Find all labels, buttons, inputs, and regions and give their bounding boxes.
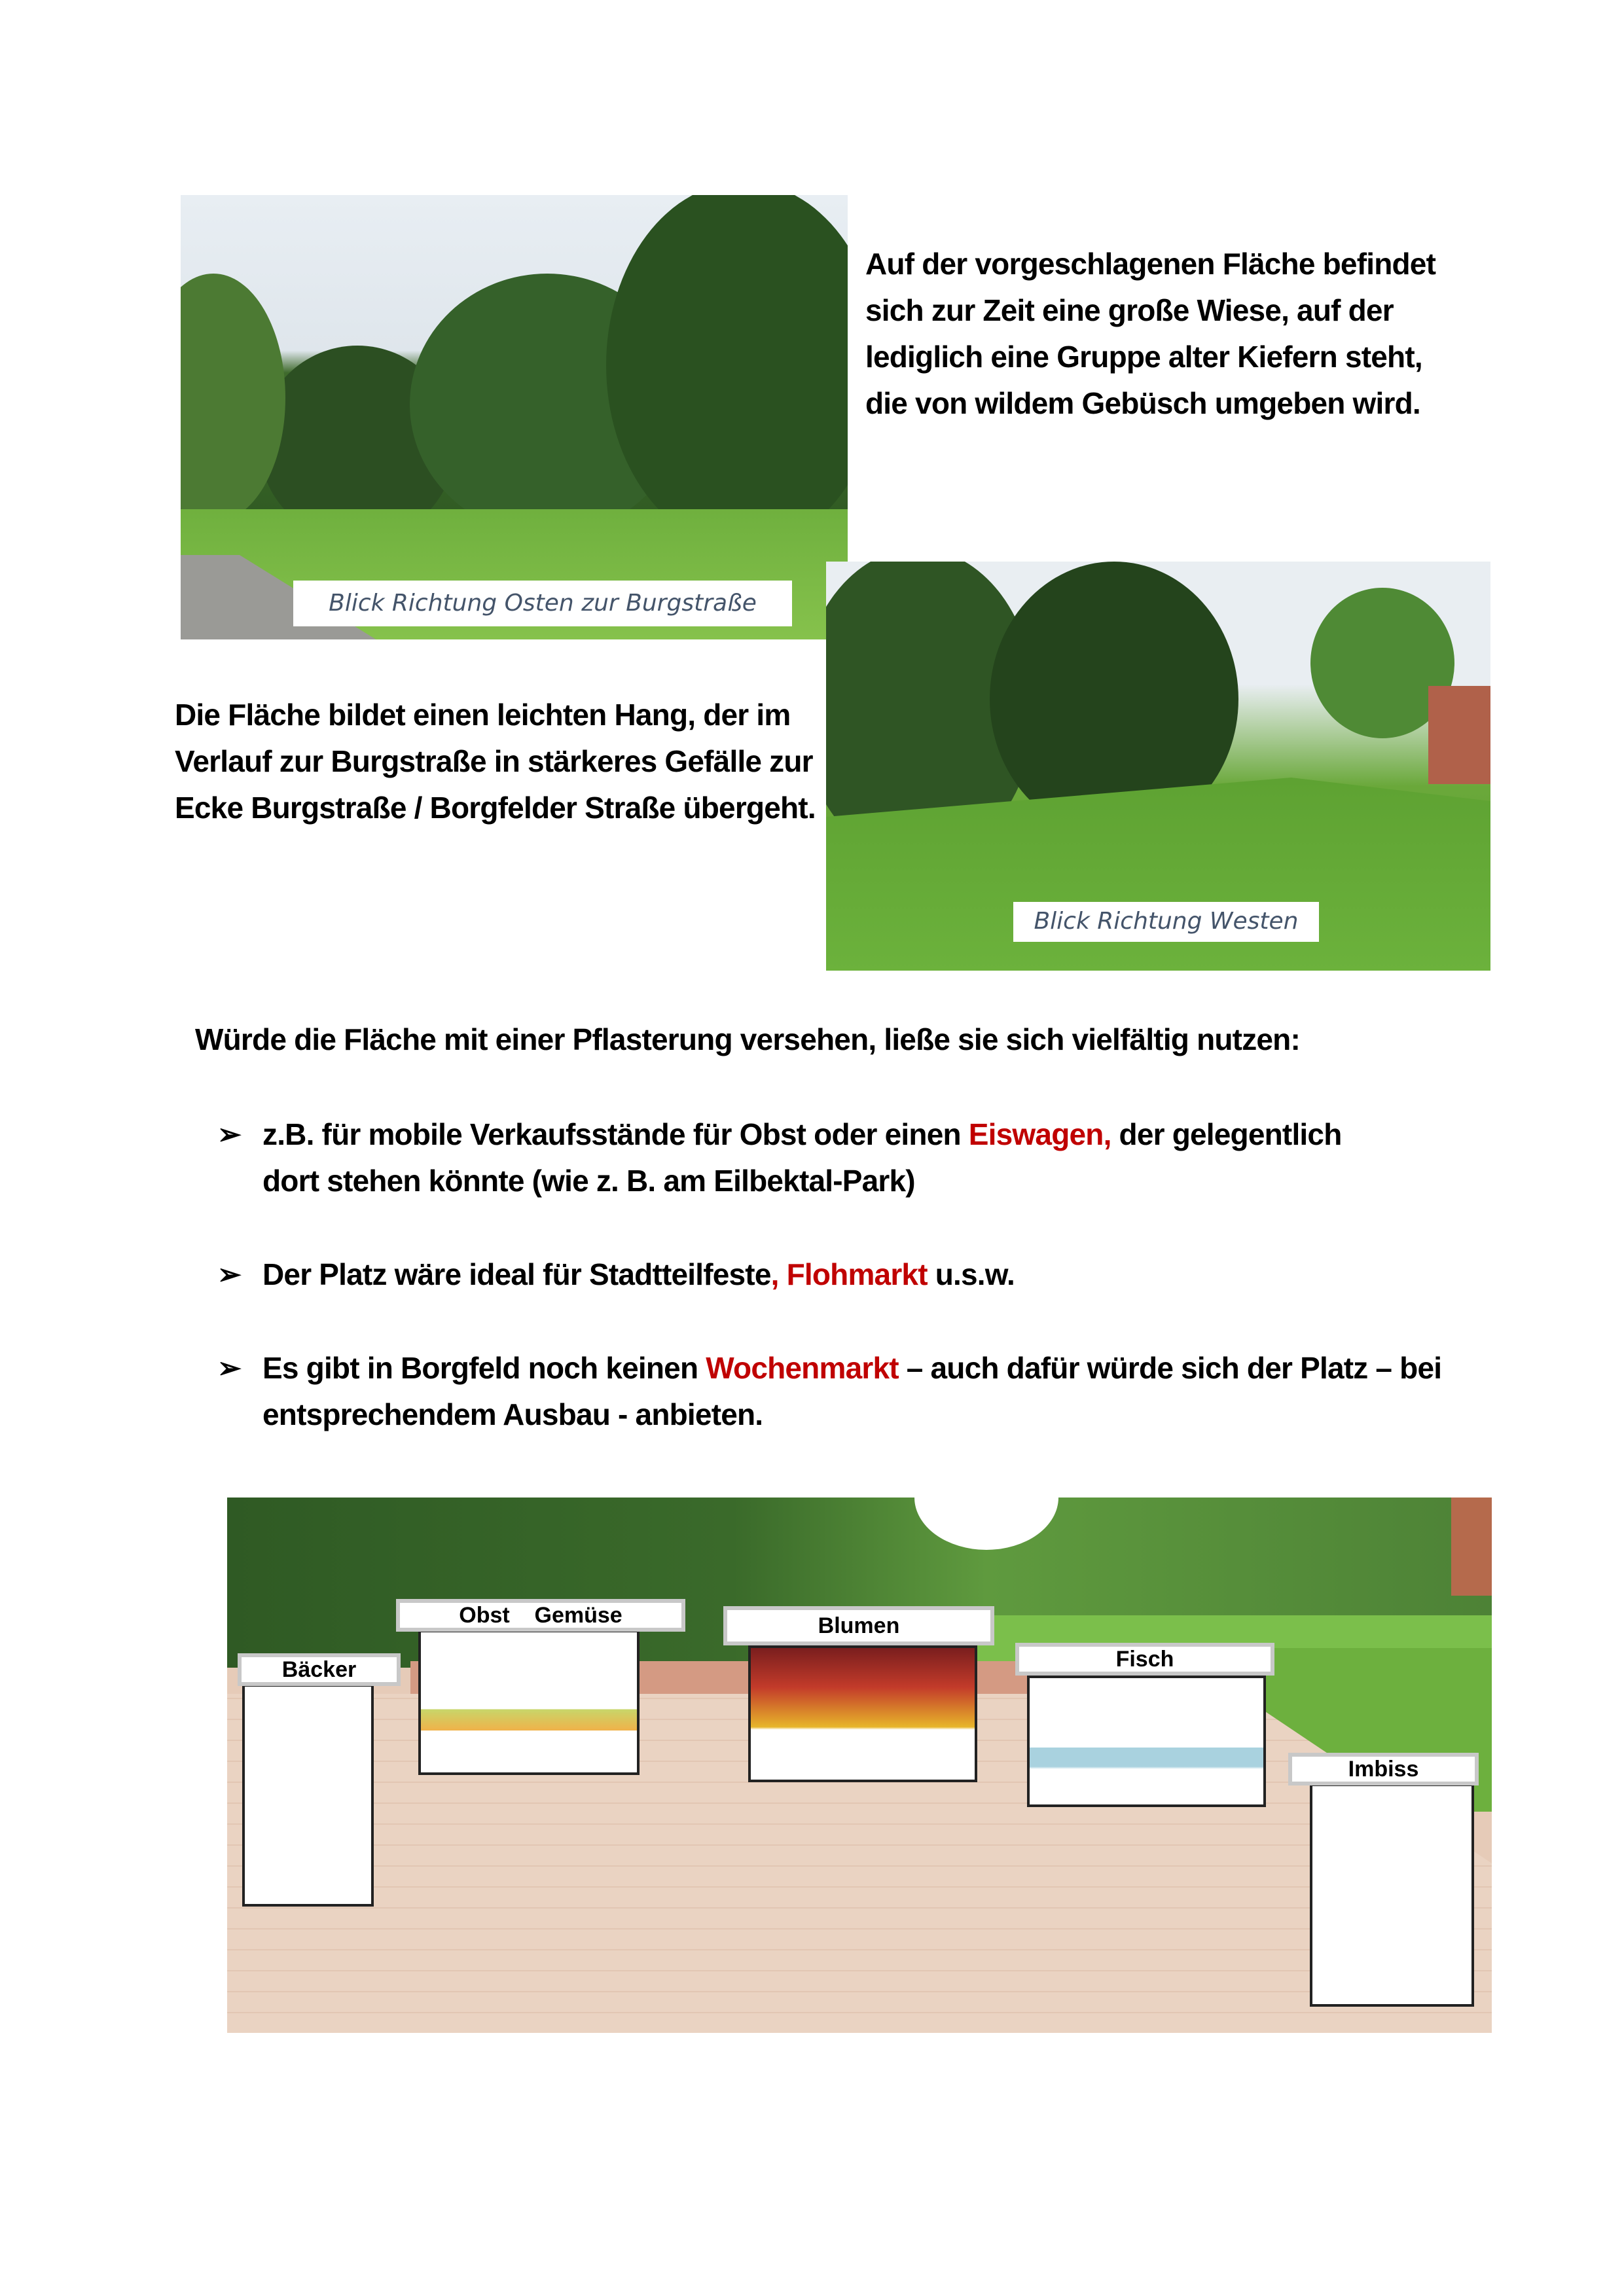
photo-view-west: [826, 562, 1490, 971]
bullet-text: Der Platz wäre ideal für Stadtteilfeste: [262, 1257, 771, 1291]
stall-label-baecker: Bäcker: [238, 1653, 401, 1686]
bullet-text: der gelegentlich dort stehen könnte (wie z. B. am Eilbektal-Park): [262, 1117, 1342, 1198]
stall-imbiss: [1310, 1784, 1474, 2007]
bullet-text: z.B. für mobile Verkaufsstände für Obst oder einen: [262, 1117, 969, 1151]
arrow-bullet-icon: ➢: [217, 1352, 242, 1384]
slope-text: Die Fläche bildet einen leichten Hang, der im Verlauf zur Burgstraße in stärkeres Gefälle zur Ecke Burgstraße / Borgfelder Straße übergeht.: [175, 698, 816, 825]
stall-label-obst-gemuese: Obst Gemüse: [396, 1599, 685, 1632]
bullet-text: u.s.w.: [927, 1257, 1015, 1291]
stall-label-fisch: Fisch: [1015, 1643, 1274, 1676]
arrow-bullet-icon: ➢: [217, 1259, 242, 1291]
stall-obst-gemuese: [418, 1630, 640, 1775]
intro-text: Auf der vorgeschlagenen Fläche befindet sich zur Zeit eine große Wiese, auf der lediglich eine Gruppe alter Kiefern steht, die von wildem Gebüsch umgeben wird.: [865, 247, 1436, 420]
stall-label-blumen: Blumen: [723, 1606, 994, 1645]
market-illustration: [227, 1498, 1492, 2033]
stall-baecker: [242, 1684, 374, 1907]
bullet-highlight: Wochenmarkt: [706, 1351, 899, 1385]
photo-west-caption: Blick Richtung Westen: [1013, 902, 1319, 942]
stall-label-imbiss: Imbiss: [1288, 1753, 1479, 1785]
photo-view-east: [181, 195, 848, 639]
bullet-highlight: , Flohmarkt: [770, 1257, 928, 1291]
bullet-text: Es gibt in Borgfeld noch keinen: [262, 1351, 706, 1385]
bullet-text: – auch dafür würde sich der Platz – bei entsprechendem Ausbau - anbieten.: [262, 1351, 1442, 1431]
arrow-bullet-icon: ➢: [217, 1119, 242, 1151]
bullet-highlight: Eiswagen,: [968, 1117, 1111, 1151]
stall-blumen: [748, 1645, 977, 1782]
stall-fisch: [1027, 1676, 1266, 1807]
photo-east-caption: Blick Richtung Osten zur Burgstraße: [293, 581, 792, 626]
usage-heading: Würde die Fläche mit einer Pflasterung versehen, ließe sie sich vielfältig nutzen:: [195, 1022, 1300, 1056]
